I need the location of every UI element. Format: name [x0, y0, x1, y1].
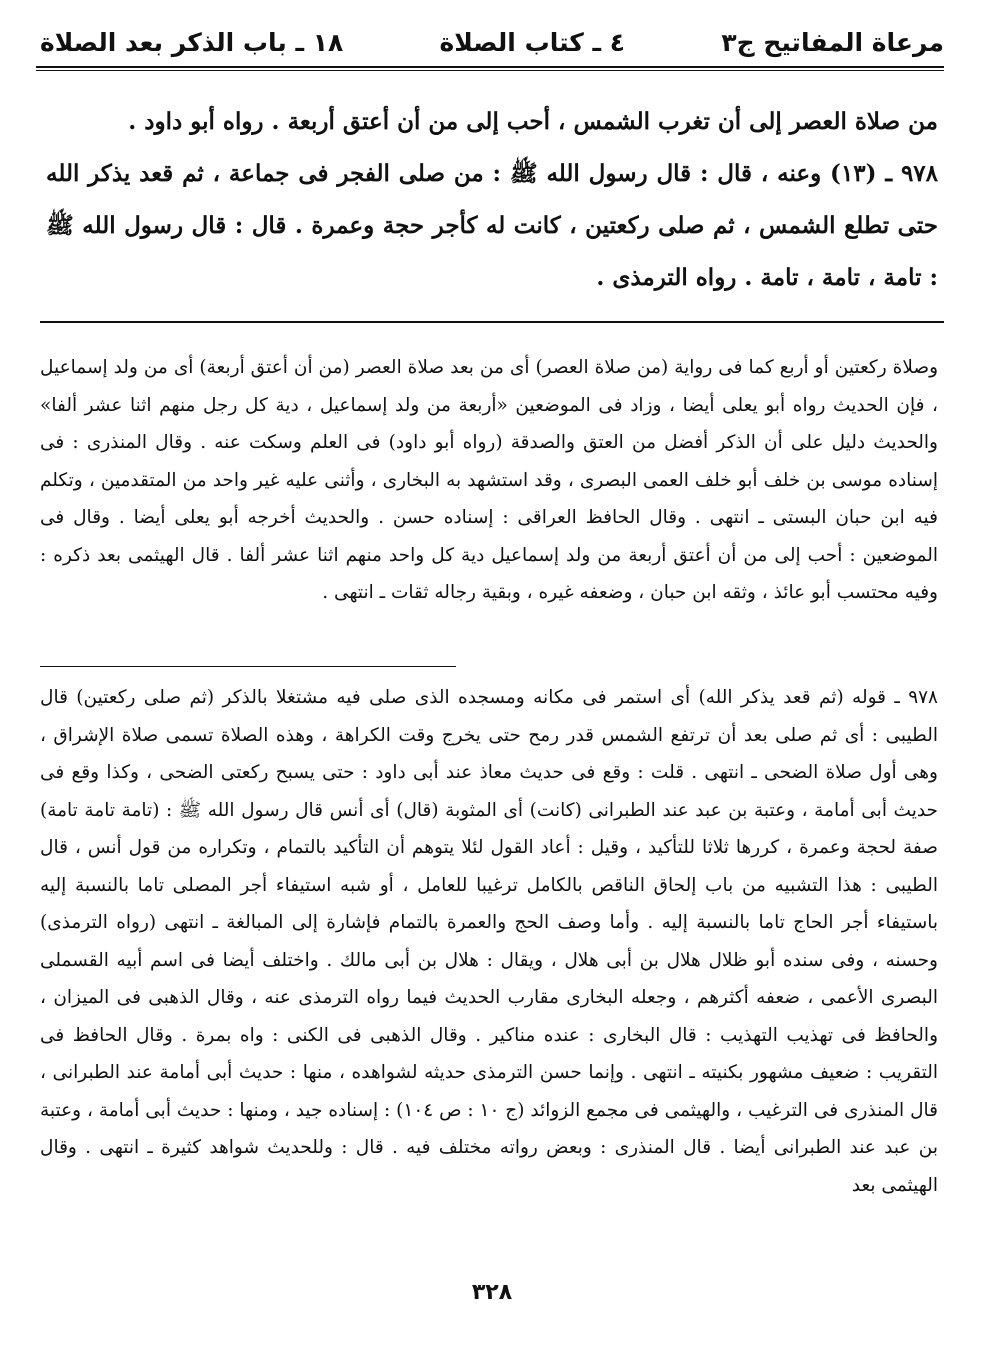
page-number: ٣٢٨: [471, 1280, 513, 1305]
hadith-text: [46, 96, 938, 304]
header-chapter: ١٨ ـ باب الذكر بعد الصلاة: [40, 27, 344, 57]
commentary-separator: [40, 666, 456, 667]
text-commentary-divider: [40, 321, 944, 323]
header-section: ٤ ـ كتاب الصلاة: [439, 27, 626, 57]
commentary-paragraph: ٩٧٨ ـ قوله (ثم قعد يذكر الله) أى استمر فى مكانه ومسجده الذى صلى فيه مشتغلا بالذكر (ثم صلى ركعتين) قال الطيبى : أى ثم صلى بعد أن ترتفع الشمس قدر رمح حتى يخرج وقت الكراهة ، وهذه الصلاة تسمى صلاة الإشراق ، وهى أول صلاة الضحى ـ انتهى . قلت : وقع فى حديث معاذ عند أبى داود : حتى يسبح ركعتى الضحى ، وكذا وقع فى حديث أبى أمامة ، وعتبة بن عبد عند الطبرانى (كانت) أى المثوبة (قال) أى أنس قال رسول الله ﷺ : (تامة تامة تامة) صفة لحجة وعمرة ، كررها ثلاثا للتأكيد ، وقيل : أعاد القول لئلا يتوهم أن التأكيد بالتمام ، وتكراره من قول أنس ، قال الطيبى : هذا التشبيه من باب إلحاق الناقص بالكامل ترغيبا للعامل ، أو شبه استيفاء أجر المصلى تاما بالنسبة إليه باستيفاء أجر الحاج تاما بالنسبة إليه . وأما وصف الحج والعمرة بالتمام فإشارة إلى المبالغة ـ انتهى (رواه الترمذى) وحسنه ، وفى سنده أبو ظلال هلال بن أبى هلال ، ويقال : هلال بن أبى مالك . واختلف أيضا فى اسم أبيه القسملى البصرى الأعمى ، ضعفه أكثرهم ، وجعله البخارى مقارب الحديث فيما رواه الترمذى عنه ، وقال الذهبى فى الميزان ، والحافظ فى تهذيب التهذيب : قال البخارى : عنده مناكير . وقال الذهبى فى الكنى : واه بمرة . وقال الحافظ فى التقريب : ضعيف مشهور بكنيته ـ انتهى . وإنما حسن الترمذى حديثه لشواهده ، منها : حديث أبى أمامة عند الطبرانى ، قال المنذرى فى الترغيب ، والهيثمى فى مجمع الزوائد (ج ١٠ : ص ١٠٤) : إسناده جيد ، ومنها : حديث أبى أمامة ، وعتبة بن عبد عند الطبرانى أيضا . قال المنذرى : وبعض رواته مختلف فيه . قال : وللحديث شواهد كثيرة ـ انتهى . وقال الهيثمى بعد: [40, 687, 938, 1196]
hadith-paragraph: من صلاة العصر إلى أن تغرب الشمس ، أحب إلى من أن أعتق أربعة . رواه أبو داود .: [128, 108, 938, 135]
commentary-block: [40, 349, 938, 612]
header-book-title: مرعاة المفاتيح ج٣: [721, 27, 944, 57]
hadith-paragraph: ٩٧٨ ـ (١٣) وعنه ، قال : قال رسول الله ﷺ : من صلى الفجر فى جماعة ، ثم قعد يذكر الله حتى تطلع الشمس ، ثم صلى ركعتين ، كانت له كأجر حجة وعمرة . قال : قال رسول الله ﷺ : تامة ، تامة ، تامة . رواه الترمذى .: [46, 160, 939, 291]
header-divider-thin: [36, 70, 944, 71]
commentary-paragraph: وصلاة ركعتين أو أربع كما فى رواية (من صلاة العصر) أى من بعد صلاة العصر (من أن أعتق أربعة) أى من ولد إسماعيل ، فإن الحديث رواه أبو يعلى أيضا ، وزاد فى الموضعين «أربعة من ولد إسماعيل ، دية كل رجل منهم اثنا عشر ألفا» والحديث دليل على أن الذكر أفضل من العتق والصدقة (رواه أبو داود) فى العلم وسكت عنه . وقال المنذرى : فى إسناده موسى بن خلف أبو خلف العمى البصرى ، وقد استشهد به البخارى ، وأثنى عليه غير واحد من المتقدمين ، وتكلم فيه ابن حبان البستى ـ انتهى . وقال الحافظ العراقى : إسناده حسن . والحديث أخرجه أبو يعلى أيضا . وقال فى الموضعين : أحب إلى من أن أعتق أربعة من ولد إسماعيل دية كل واحد منهم اثنا عشر ألفا . قال الهيثمى بعد ذكره : وفيه محتسب أبو عائذ ، وثقه ابن حبان ، وضعفه غيره ، وبقية رجاله ثقات ـ انتهى .: [40, 357, 938, 603]
running-header: [40, 22, 944, 62]
commentary-block: [40, 679, 938, 1204]
header-divider: [36, 66, 944, 68]
